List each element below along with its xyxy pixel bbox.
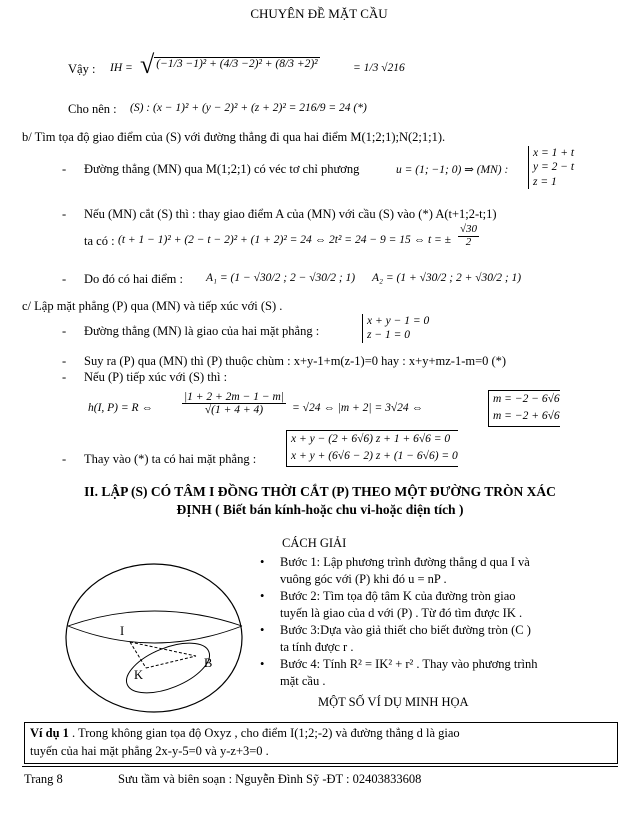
dash-c3: - — [62, 370, 67, 384]
page-header: CHUYÊN ĐỀ MẶT CẦU — [250, 6, 388, 21]
sphere-equator-back — [68, 611, 242, 626]
step-3-line1: Bước 3:Dựa vào giả thiết cho biết đường tròn (C ) — [280, 623, 531, 637]
step-2-line1: Bước 2: Tìm tọa độ tâm K của đường tròn giao — [280, 589, 516, 603]
b1-sys-eq3: z = 1 — [533, 175, 557, 188]
step-4 — [260, 656, 600, 690]
c3-frac-num: |1 + 2 + 2m − 1 − m| — [184, 391, 284, 403]
section-2-heading-line2: ĐỊNH ( Biết bán kính-hoặc chu vi-hoặc diện tích ) — [176, 502, 464, 517]
bullet-icon: • — [260, 555, 265, 569]
b3-A1: A₁ = (1 − √30/2 ; 2 − √30/2 ; 1) — [206, 272, 356, 284]
step-2 — [260, 588, 600, 622]
dash-b2: - — [62, 207, 67, 221]
c3-lhs: h(I, P) = R ⇔ — [88, 402, 153, 414]
figure-label-B: B — [204, 656, 213, 670]
b2-expr: (t + 1 − 1)² + (2 − t − 2)² + (1 + 2)² = 24 ⇔ 2t² = 24 − 9 = 15 ⇔ t = ± — [118, 234, 451, 246]
b2-taco: ta có : — [84, 234, 115, 248]
c4-system — [286, 430, 458, 467]
example-1-text1: . Trong không gian tọa độ Oxyz , cho điểm I(1;2;-2) và đường thẳng d là giao — [72, 726, 460, 740]
step-1-line2: vuông góc với (P) khi đó u = nP . — [280, 572, 447, 586]
figure-label-I: I — [120, 624, 125, 638]
c3-rhs: = √24 ⇔ |m + 2| = 3√24 ⇔ — [292, 402, 424, 414]
method-steps — [260, 554, 600, 690]
example-1-text2: tuyến của hai mặt phẳng 2x-y-5=0 và y-z+3=0 . — [30, 744, 269, 758]
bullet-icon: • — [260, 657, 265, 671]
dash-b1: - — [62, 162, 67, 176]
vay-expr-left: IH = — [110, 62, 133, 74]
bullet-icon: • — [260, 589, 265, 603]
vay-label: Vậy : — [68, 62, 96, 76]
part-c-title: c/ Lập mặt phẳng (P) qua (MN) và tiếp xúc với (S) . — [22, 299, 283, 313]
bullet-icon: • — [260, 623, 265, 637]
footer-divider — [22, 766, 618, 767]
sphere-equator-front — [68, 626, 242, 643]
b1-sys-eq1: x = 1 + t — [533, 147, 575, 159]
vay-sqrt: √ (−1/3 −1)² + (4/3 −2)² + (8/3 +2)² — [140, 50, 318, 79]
example-1-label: Ví dụ 1 — [30, 726, 69, 740]
c3-text: Nếu (P) tiếp xúc với (S) thì : — [84, 370, 228, 384]
chonen-label: Cho nên : — [68, 102, 117, 116]
step-2-line2: tuyến là giao của d với (P) . Từ đó tìm được IK . — [280, 606, 523, 620]
part-b-title: b/ Tìm tọa độ giao điểm của (S) với đường thẳng đi qua hai điểm M(1;2;1);N(2;1;1). — [22, 130, 446, 144]
chonen-expr: (S) : (x − 1)² + (y − 2)² + (z + 2)² = 216/9 = 24 (*) — [130, 102, 367, 114]
dash-c1: - — [62, 324, 67, 338]
c1-sys-eq2: z − 1 = 0 — [367, 329, 410, 342]
vay-result: = 1/3 √216 — [353, 62, 405, 74]
b2-frac — [458, 224, 479, 248]
method-title: CÁCH GIẢI — [282, 536, 347, 550]
c1-sys-eq1: x + y − 1 = 0 — [367, 315, 430, 327]
b1-system — [528, 146, 574, 189]
vay-expr-body: (−1/3 −1)² + (4/3 −2)² + (8/3 +2)² — [156, 58, 318, 70]
c1-system — [362, 314, 429, 343]
segment-IK — [130, 642, 146, 668]
step-1 — [260, 554, 600, 588]
b1-vec: u = (1; −1; 0) ⇒ (MN) : — [396, 164, 509, 176]
example-1-line1 — [30, 726, 460, 741]
examples-title: MỘT SỐ VÍ DỤ MINH HỌA — [318, 695, 469, 709]
step-3-line2: ta tính được r . — [280, 640, 354, 654]
step-4-line2: mặt cầu . — [280, 674, 326, 688]
b1-text: Đường thẳng (MN) qua M(1;2;1) có véc tơ chỉ phương — [84, 162, 360, 176]
c2-text: Suy ra (P) qua (MN) thì (P) thuộc chùm : x+y-1+m(z-1)=0 hay : x+y+mz-1-m=0 (*) — [84, 354, 507, 368]
b3-A2: A₂ = (1 + √30/2 ; 2 + √30/2 ; 1) — [372, 272, 522, 284]
dash-c2: - — [62, 354, 67, 368]
b3-text: Do đó có hai điểm : — [84, 272, 183, 286]
c3-frac-den: √(1 + 4 + 4) — [204, 404, 264, 417]
b2-frac-num: √30 — [460, 223, 478, 235]
figure-label-K: K — [134, 668, 144, 682]
c1-text: Đường thẳng (MN) là giao của hai mặt phẳng : — [84, 324, 320, 338]
c3-system — [488, 390, 560, 427]
footer-credit: Sưu tầm và biên soạn : Nguyễn Đình Sỹ -ĐT : 02403833608 — [118, 772, 422, 786]
c4-sys-eq1: x + y − (2 + 6√6) z + 1 + 6√6 = 0 — [291, 433, 451, 445]
step-1-line1: Bước 1: Lập phương trình đường thẳng d qua I và — [280, 555, 530, 569]
dash-c4: - — [62, 452, 67, 466]
footer-page: Trang 8 — [24, 772, 63, 786]
b2-text: Nếu (MN) cắt (S) thì : thay giao điểm A của (MN) với cầu (S) vào (*) A(t+1;2-t;1) — [84, 207, 497, 221]
c3-frac — [182, 391, 286, 416]
b1-sys-eq2: y = 2 − t — [533, 161, 575, 174]
c4-sys-eq2: x + y + (6√6 − 2) z + (1 − 6√6) = 0 — [291, 450, 458, 463]
b2-frac-den: 2 — [465, 235, 472, 248]
c4-text: Thay vào (*) ta có hai mặt phẳng : — [84, 452, 257, 466]
sphere-figure — [56, 556, 246, 716]
step-3 — [260, 622, 600, 656]
step-4-line1: Bước 4: Tính R² = IK² + r² . Thay vào phương trình — [280, 657, 538, 671]
segment-KB — [146, 656, 196, 668]
sphere-outline — [66, 564, 242, 712]
c3-sys-eq2: m = −2 + 6√6 — [493, 410, 560, 423]
c3-sys-eq1: m = −2 − 6√6 — [493, 393, 560, 405]
section-2-heading-line1: II. LẬP (S) CÓ TÂM I ĐỒNG THỜI CẮT (P) THEO MỘT ĐƯỜNG TRÒN XÁC — [84, 484, 556, 499]
dash-b3: - — [62, 272, 67, 286]
